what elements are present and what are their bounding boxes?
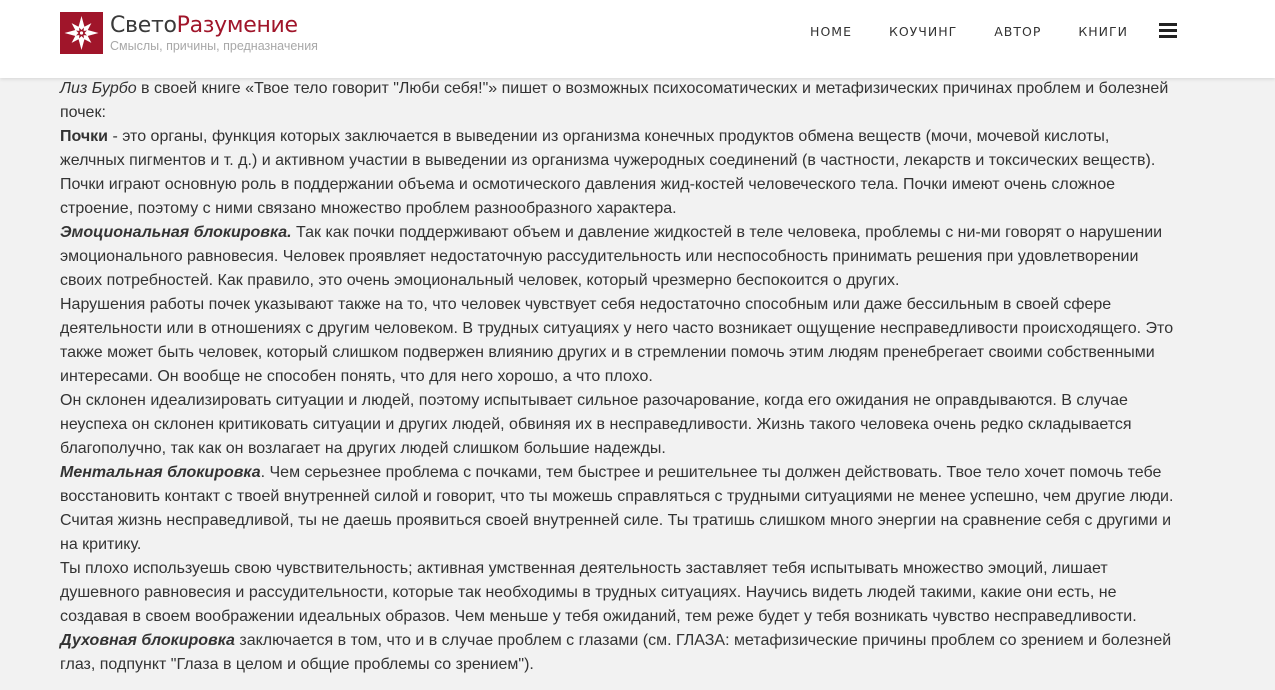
kidneys-paragraph	[60, 125, 1177, 221]
author-name: Лиз Бурбо	[60, 80, 137, 97]
paragraph-text: - это органы, функция которых заключается в выведении из организма конечных продуктов обмена веществ (мочи, мочевой кислоты, желчных пигментов и т. д.) и активном участии в выведении из организма чужеродных соединений (в частности, лекарств и токсических веществ). Почки играют основную роль в поддержании объема и осмотического давления жид-костей человеческого тела. Почки имеют очень сложное строение, поэтому с ними связано множество проблем разнообразного характера.	[60, 128, 1156, 217]
menu-bar	[1159, 23, 1177, 26]
hamburger-menu-icon[interactable]	[1159, 23, 1177, 39]
logo-title-part2: Разумение	[176, 13, 298, 38]
emotional-block-paragraph	[60, 221, 1177, 293]
logo-tagline: Смыслы, причины, предназначения	[110, 39, 318, 53]
article-body	[60, 77, 1177, 677]
term-kidneys: Почки	[60, 128, 109, 145]
term-emotional-block: Эмоциональная блокировка.	[60, 224, 292, 241]
mental-block-paragraph	[60, 461, 1177, 557]
paragraph-text: заключается в том, что и в случае проблем с глазами (см. ГЛАЗА: метафизические причины проблем со зрением и болезней глаз, подпункт "Глаза в целом и общие проблемы со зрением").	[60, 632, 1172, 673]
logo-title	[110, 13, 318, 39]
paragraph: Он склонен идеализировать ситуации и людей, поэтому испытывает сильное разочарование, когда его ожидания не оправдываются. В случае неуспеха он склонен критиковать ситуации и других людей, обвиняя их в несправедливости. Жизнь такого человека очень редко складывается благополучно, так как он возлагает на других людей слишком большие надежды.	[60, 392, 1132, 457]
snowflake-star-logo-icon	[60, 12, 103, 54]
spiritual-block-paragraph	[60, 629, 1177, 677]
logo-title-part1: Свето	[110, 13, 177, 38]
nav-item-author[interactable]: АВТОР	[994, 24, 1042, 39]
nav-item-books[interactable]: КНИГИ	[1078, 24, 1128, 39]
site-logo[interactable]	[60, 12, 318, 54]
logo-text	[110, 13, 318, 53]
nav-item-coaching[interactable]: КОУЧИНГ	[888, 24, 958, 39]
intro-paragraph	[60, 77, 1177, 125]
term-spiritual-block: Духовная блокировка	[60, 632, 235, 649]
menu-bar	[1159, 29, 1177, 32]
site-header	[0, 0, 1275, 78]
menu-bar	[1159, 35, 1177, 38]
nav-item-home[interactable]: HOME	[810, 24, 852, 39]
paragraph: Нарушения работы почек указывают также на то, что человек чувствует себя недостаточно способным или даже бессильным в своей сфере деятельности или в отношениях с другим человеком. В трудных ситуациях у него часто возникает ощущение несправедливости происходящего. Это также может быть человек, который слишком подвержен влиянию других и в стремлении помочь этим людям пренебрегает своими собственными интересами. Он вообще не способен понять, что для него хорошо, а что плохо.	[60, 296, 1174, 385]
paragraph-text: Так как почки поддерживают объем и давление жидкостей в теле человека, проблемы с ни-ми говорят о нарушении эмоционального равновесия. Человек проявляет недостаточную рассудительность или неспособность принимать решения при удовлетворении своих потребностей. Как правило, это очень эмоциональный человек, который чрезмерно беспокоится о других.	[60, 224, 1163, 289]
term-mental-block: Ментальная блокировка	[60, 464, 261, 481]
main-nav	[810, 24, 1128, 40]
paragraph: Ты плохо используешь свою чувствительность; активная умственная деятельность заставляет тебя испытывать множество эмоций, лишает душевного равновесия и рассудительности, которые так необходимы в трудных ситуациях. Научись видеть людей такими, какие они есть, не создавая в своем воображении идеальных образов. Чем меньше у тебя ожиданий, тем реже будет у тебя возникать чувство несправедливости.	[60, 560, 1137, 625]
paragraph-text: в своей книге «Твое тело говорит "Люби себя!"» пишет о возможных психосоматических и метафизических причинах проблем и болезней почек:	[60, 80, 1169, 121]
paragraph-text: . Чем серьезнее проблема с почками, тем быстрее и решительнее ты должен действовать. Твое тело хочет помочь тебе восстановить контакт с твоей внутренней силой и говорит, что ты можешь справляться с трудными ситуациями не менее успешно, чем другие люди. Считая жизнь несправедливой, ты не даешь проявиться своей внутренней силе. Ты тратишь слишком много энергии на сравнение себя с другими и на критику.	[60, 464, 1174, 553]
